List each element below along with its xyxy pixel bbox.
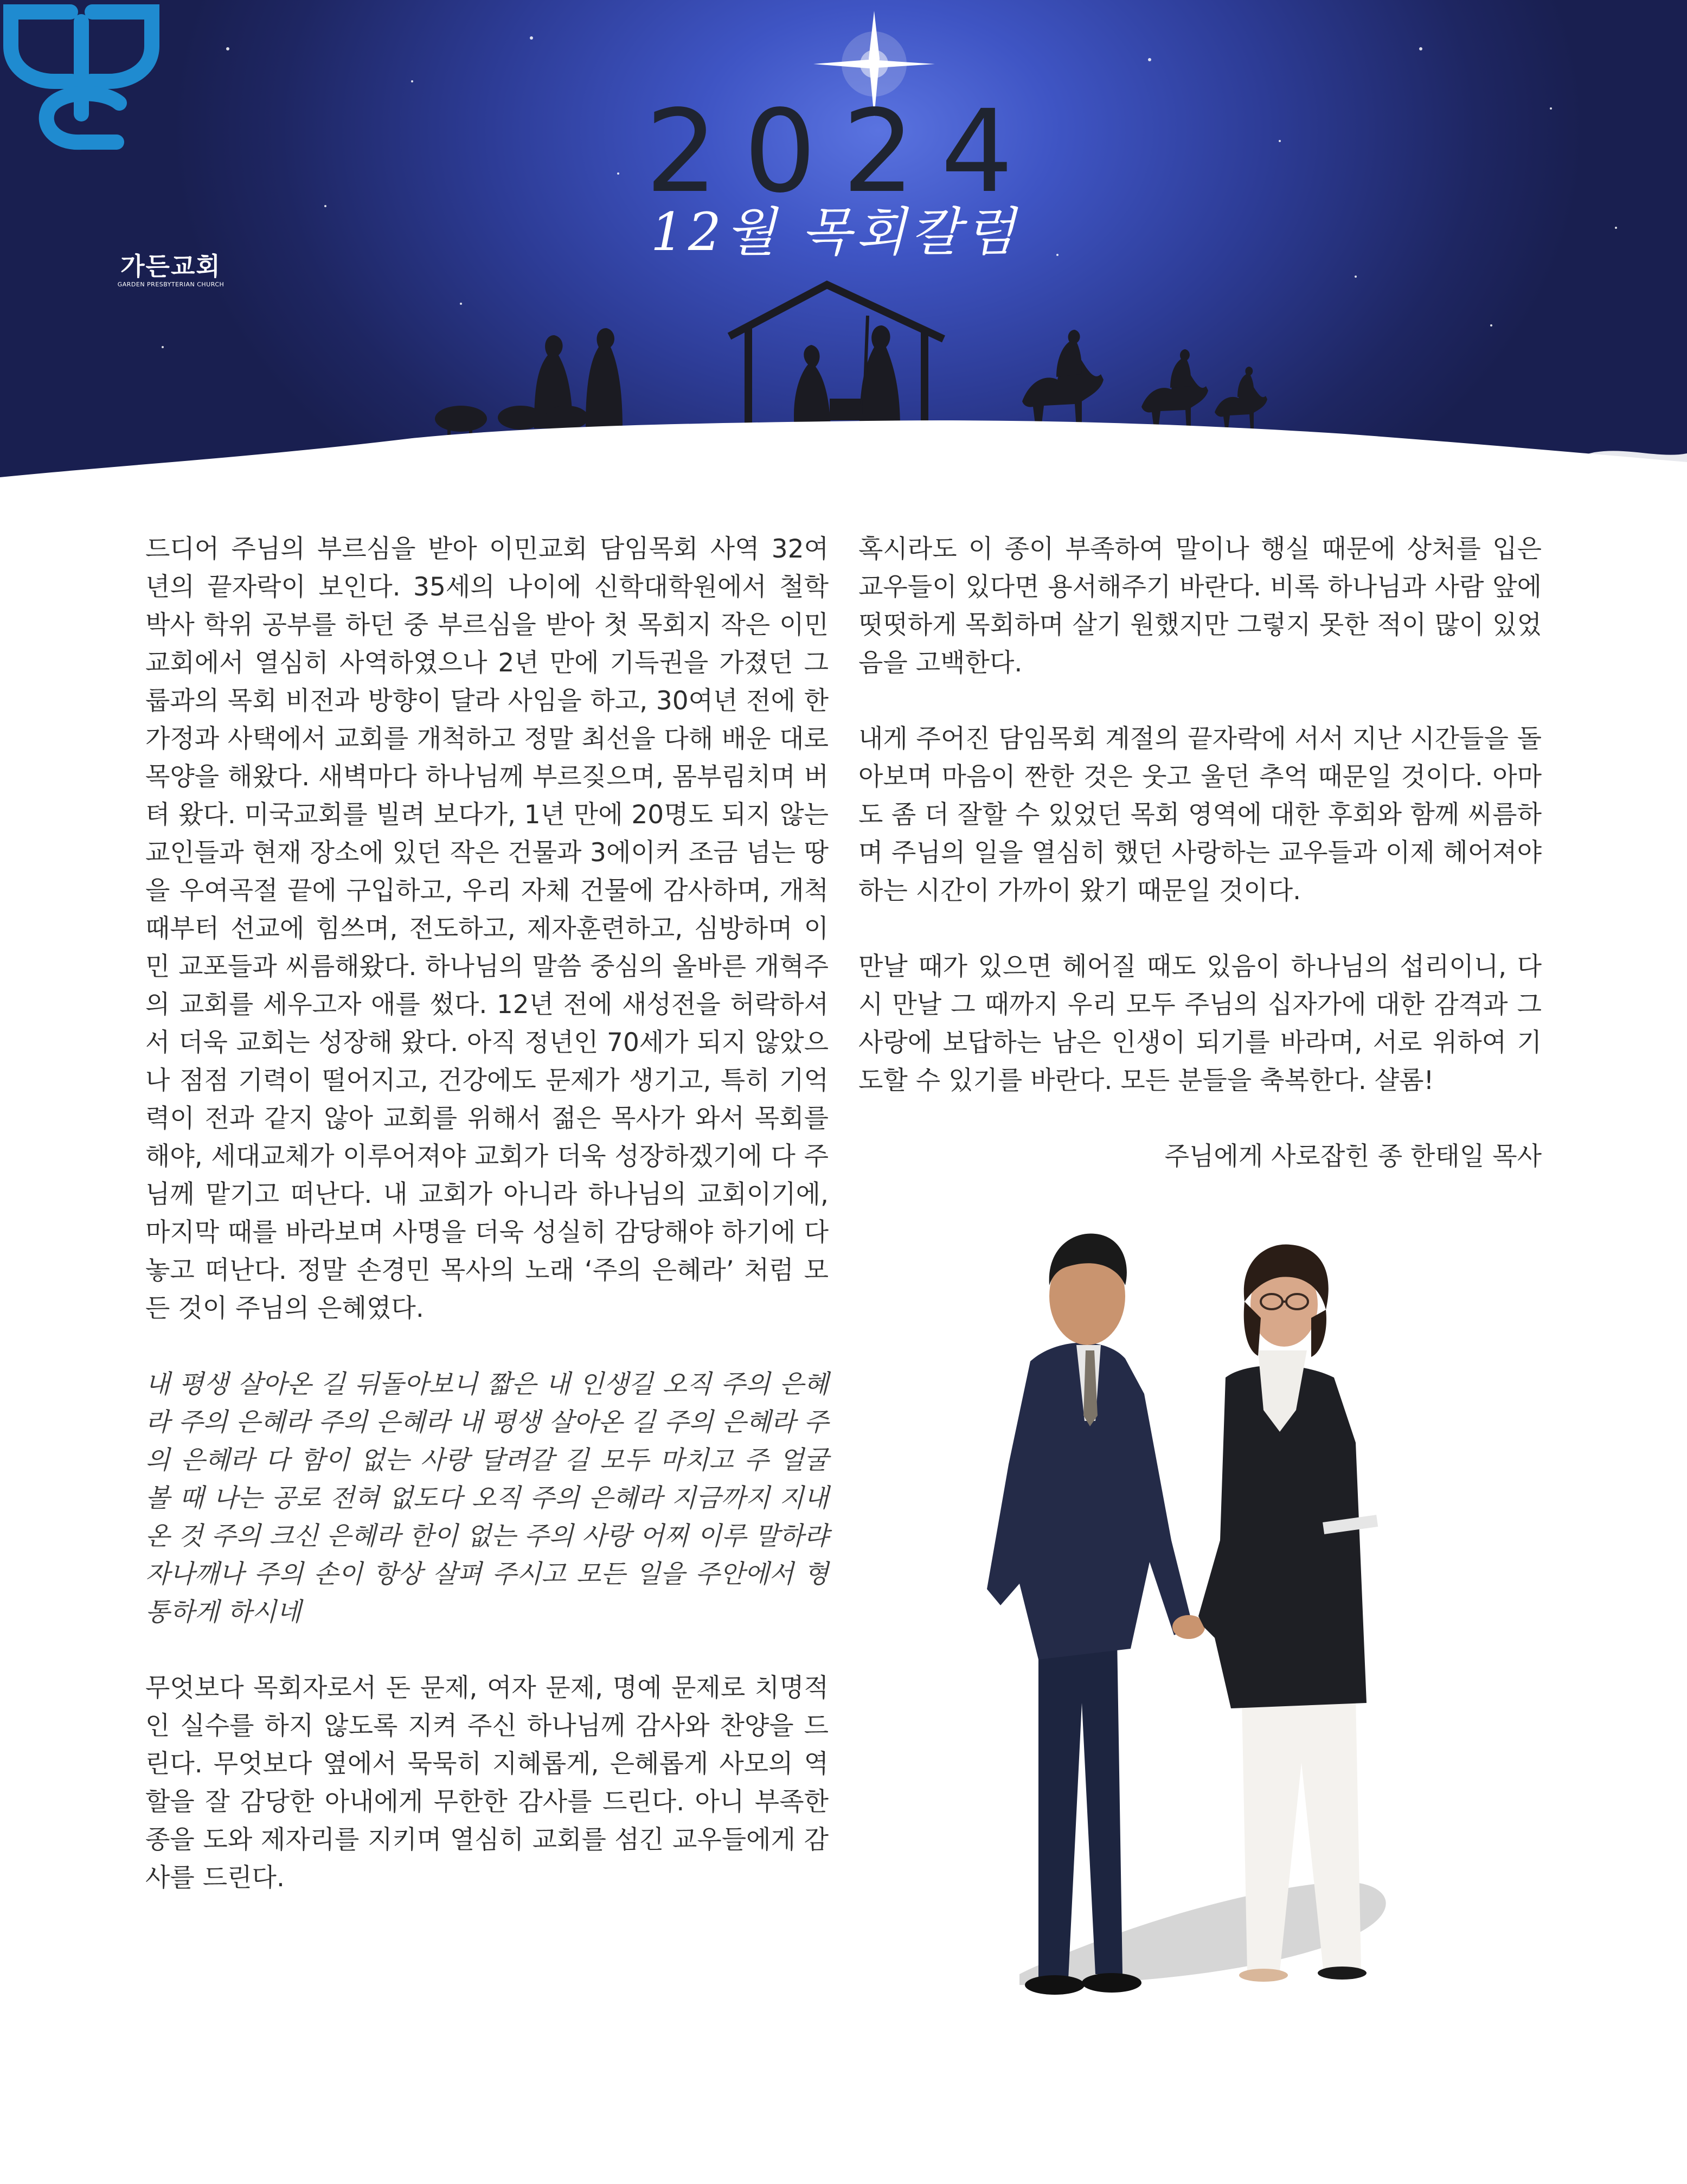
header-banner bbox=[0, 0, 1687, 488]
column-left bbox=[145, 530, 829, 1935]
header-year: 2024 bbox=[645, 85, 1040, 218]
church-logo-icon bbox=[0, 0, 163, 179]
header-subtitle: 12월 목회칼럼 bbox=[650, 202, 1020, 262]
shepherds-icon bbox=[435, 328, 623, 435]
pastor-couple-photo bbox=[987, 1215, 1410, 2007]
snow-ground bbox=[0, 420, 1687, 488]
wise-men-camels-icon bbox=[1022, 330, 1267, 428]
column-right bbox=[858, 530, 1542, 1176]
church-english-name: GARDEN PRESBYTERIAN CHURCH bbox=[117, 281, 224, 288]
paragraph: 혹시라도 이 종이 부족하여 말이나 행실 때문에 상처를 입은 교우들이 있다면 용서해주기 바란다. 비록 하나님과 사람 앞에 떳떳하게 목회하며 살기 원했지만 그렇지 못한 적이 많이 있었음을 고백한다. bbox=[858, 534, 1542, 678]
paragraph: 만날 때가 있으면 헤어질 때도 있음이 하나님의 섭리이니, 다시 만날 그 때까지 우리 모두 주님의 십자가에 대한 감격과 그 사랑에 보답하는 남은 인생이 되기를 바라며, 서로 위하여 기도할 수 있기를 바란다. 모든 분들을 축복한다. 샬롬! bbox=[858, 952, 1542, 1096]
paragraph: 무엇보다 목회자로서 돈 문제, 여자 문제, 명예 문제로 치명적인 실수를 하지 않도록 지켜 주신 하나님께 감사와 찬양을 드린다. 무엇보다 옆에서 묵묵히 지혜롭게, 은혜롭게 사모의 역할을 잘 감당한 아내에게 무한한 감사를 드린다. 아니 부족한 종을 도와 제자리를 지키며 열심히 교회를 섬긴 교우들에게 감사를 드린다. bbox=[145, 1673, 829, 1893]
church-name: 가든교회 bbox=[120, 252, 221, 281]
paragraph: 드디어 주님의 부르심을 받아 이민교회 담임목회 사역 32여 년의 끝자락이 보인다. 35세의 나이에 신학대학원에서 철학 박사 학위 공부를 하던 중 부르심을 받아 첫 목회지 작은 이민교회에서 열심히 사역하였으나 2년 만에 기득권을 가졌던 그룹과의 목회 비전과 방향이 달라 사임을 하고, 30여년 전에 한 가정과 사택에서 교회를 개척하고 정말 최선을 다해 배운 대로 목양을 해왔다. 새벽마다 하나님께 부르짖으며, 몸부림치며 버텨 왔다. 미국교회를 빌려 보다가, 1년 만에 20명도 되지 않는 교인들과 현재 장소에 있던 작은 건물과 3에이커 조금 넘는 땅을 우여곡절 끝에 구입하고, 우리 자체 건물에 감사하며, 개척 때부터 선교에 힘쓰며, 전도하고, 제자훈련하고, 심방하며 이민 교포들과 씨름해왔다. 하나님의 말씀 중심의 올바른 개혁주의 교회를 세우고자 애를 썼다. 12년 전에 새성전을 허락하셔서 더욱 교회는 성장해 왔다. 아직 정년인 70세가 되지 않았으나 점점 기력이 떨어지고, 건강에도 문제가 생기고, 특히 기억력이 전과 같지 않아 교회를 위해서 젊은 목사가 와서 목회를 해야, 세대교체가 이루어져야 교회가 더욱 성장하겠기에 다 주님께 맡기고 떠난다. 내 교회가 아니라 하나님의 교회이기에, 마지막 때를 바라보며 사명을 더욱 성실히 감당해야 하기에 다 놓고 떠난다. 정말 손경민 목사의 노래 ‘주의 은혜라’ 처럼 모든 것이 주님의 은혜였다. bbox=[145, 534, 829, 1323]
hymn-lyrics: 내 평생 살아온 길 뒤돌아보니 짧은 내 인생길 오직 주의 은혜라 주의 은혜라 주의 은혜라 내 평생 살아온 길 주의 은혜라 주의 은혜라 다 함이 없는 사랑 달려갈 길 모두 마치고 주 얼굴 볼 때 나는 공로 전혀 없도다 오직 주의 은혜라 지금까지 지내 온 것 주의 크신 은혜라 한이 없는 주의 사랑 어찌 이루 말하랴 자나깨나 주의 손이 항상 살펴 주시고 모든 일을 주안에서 형통하게 하시네 bbox=[145, 1369, 829, 1627]
signature: 주님에게 사로잡힌 종 한태일 목사 bbox=[1164, 1142, 1542, 1171]
nativity-stable-icon bbox=[729, 285, 944, 428]
paragraph: 내게 주어진 담임목회 계절의 끝자락에 서서 지난 시간들을 돌아보며 마음이 짠한 것은 웃고 울던 추억 때문일 것이다. 아마도 좀 더 잘할 수 있었던 목회 영역에 대한 후회와 함께 씨름하며 주님의 일을 열심히 했던 사랑하는 교우들과 이제 헤어져야 하는 시간이 가까이 왔기 때문일 것이다. bbox=[858, 724, 1542, 906]
